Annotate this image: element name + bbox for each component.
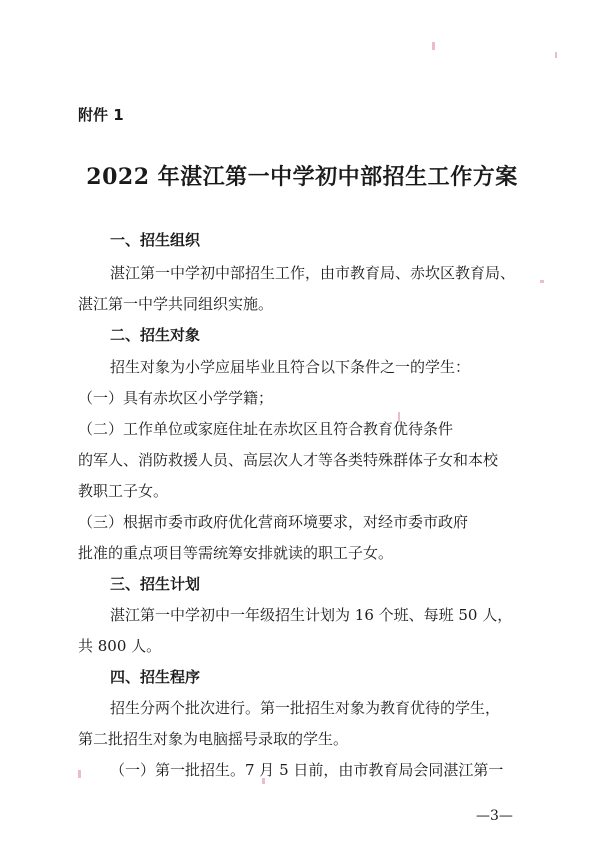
paragraph-line: （一）第一批招生。7 月 5 日前，由市教育局会同湛江第一	[110, 761, 504, 779]
scan-speck	[432, 42, 435, 50]
paragraph-line: 的军人、消防救援人员、高层次人才等各类特殊群体子女和本校	[78, 451, 499, 469]
section-heading-4: 四、招生程序	[110, 668, 201, 686]
document-title: 2022 年湛江第一中学初中部招生工作方案	[86, 164, 518, 190]
paragraph-line: 湛江第一中学初中部招生工作，由市教育局、赤坎区教育局、	[110, 264, 516, 282]
scan-speck	[555, 52, 557, 58]
scan-speck	[398, 412, 400, 422]
section-heading-1: 一、招生组织	[110, 231, 201, 249]
paragraph-line: 共 800 人。	[78, 637, 162, 655]
paragraph-line: 第二批招生对象为电脑摇号录取的学生。	[78, 730, 349, 748]
paragraph-line: 湛江第一中学初中一年级招生计划为 16 个班、每班 50 人，	[110, 606, 513, 624]
paragraph-line: （二）工作单位或家庭住址在赤坎区且符合教育优待条件	[78, 420, 454, 438]
scan-speck	[262, 778, 265, 784]
paragraph-line: 招生对象为小学应届毕业且符合以下条件之一的学生：	[110, 358, 471, 376]
scan-speck	[78, 770, 81, 778]
paragraph-line: 批准的重点项目等需统筹安排就读的职工子女。	[78, 544, 394, 562]
paragraph-line: （一）具有赤坎区小学学籍；	[78, 389, 274, 407]
paragraph-line: （三）根据市委市政府优化营商环境要求，对经市委市政府	[78, 513, 469, 531]
section-heading-3: 三、招生计划	[110, 575, 201, 593]
page-number: —3—	[476, 808, 513, 824]
attachment-label: 附件 1	[78, 106, 124, 124]
paragraph-line: 招生分两个批次进行。第一批招生对象为教育优待的学生，	[110, 699, 501, 717]
scan-speck	[540, 280, 544, 283]
paragraph-line: 湛江第一中学共同组织实施。	[78, 295, 274, 313]
paragraph-line: 教职工子女。	[78, 482, 169, 500]
section-heading-2: 二、招生对象	[110, 326, 201, 344]
